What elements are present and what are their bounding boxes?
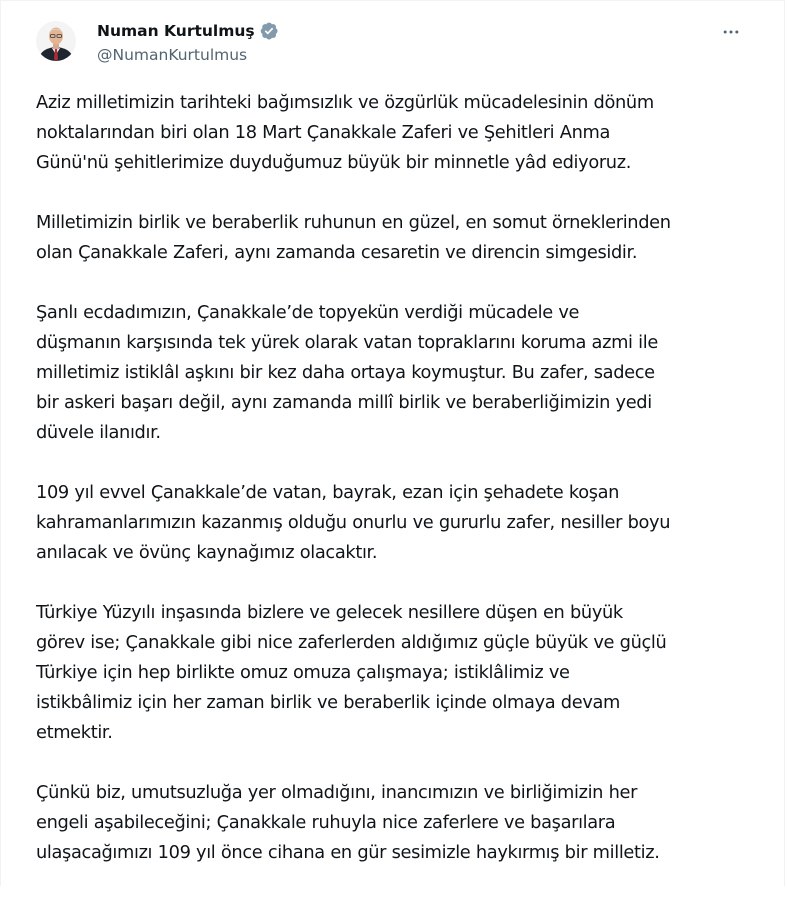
author-name-row[interactable] <box>97 19 279 43</box>
tweet-paragraph: Aziz milletimizin tarihteki bağımsızlık ve özgürlük mücadelesinin dönüm noktalarından biri olan 18 Mart Çanakkale Zaferi ve Şehitleri Anma Günü'nü şehitlerimize duyduğumuz büyük bir minnetle yâd ediyoruz. <box>36 92 654 173</box>
author-display-name[interactable]: Numan Kurtulmuş <box>97 22 255 40</box>
avatar-portrait-icon <box>36 21 76 61</box>
tweet-paragraph: Şanlı ecdadımızın, Çanakkale’de topyekün verdiği mücadele ve düşmanın karşısında tek yürek olarak vatan topraklarını koruma azmi ile milletimiz istiklâl aşkını bir kez daha ortaya koymuştur. Bu zafer, sadece bir askeri başarı değil, aynı zamanda millî birlik ve beraberliğimizin yedi düvele ilanıdır. <box>36 302 658 443</box>
avatar[interactable] <box>36 21 76 61</box>
more-options-button[interactable] <box>713 19 749 45</box>
tweet-text <box>36 88 771 898</box>
tweet-paragraph: Türkiye Yüzyılı inşasında bizlere ve gelecek nesillere düşen en büyük görev ise; Çanakkale gibi nice zaferlerden aldığımız güçle büyük ve güçlü Türkiye için hep birlikte omuz omuza çalışmaya; istiklâlimiz ve istikbâlimiz için her zaman birlik ve beraberlik içinde olmaya devam etmektir. <box>36 602 667 743</box>
tweet-paragraph: 109 yıl evvel Çanakkale’de vatan, bayrak, ezan için şehadete koşan kahramanlarımızın kazanmış olduğu onurlu ve gururlu zafer, nesiller boyu anılacak ve övünç kaynağımız olacaktır. <box>36 482 671 563</box>
more-horizontal-icon <box>721 22 741 42</box>
verified-badge-icon[interactable] <box>259 21 279 41</box>
tweet-paragraph: Çünkü biz, umutsuzluğa yer olmadığını, inancımızın ve birliğimizin her engeli aşabileceğini; Çanakkale ruhuyla nice zaferlere ve başarılara ulaşacağımızı 109 yıl önce cihana en gür sesimizle haykırmış bir milletiz. <box>36 782 660 863</box>
author-handle[interactable]: @NumanKurtulmus <box>97 46 248 64</box>
tweet-paragraph: Milletimizin birlik ve beraberlik ruhunun en güzel, en somut örneklerinden olan Çanakkale Zaferi, aynı zamanda cesaretin ve direncin simgesidir. <box>36 212 671 263</box>
